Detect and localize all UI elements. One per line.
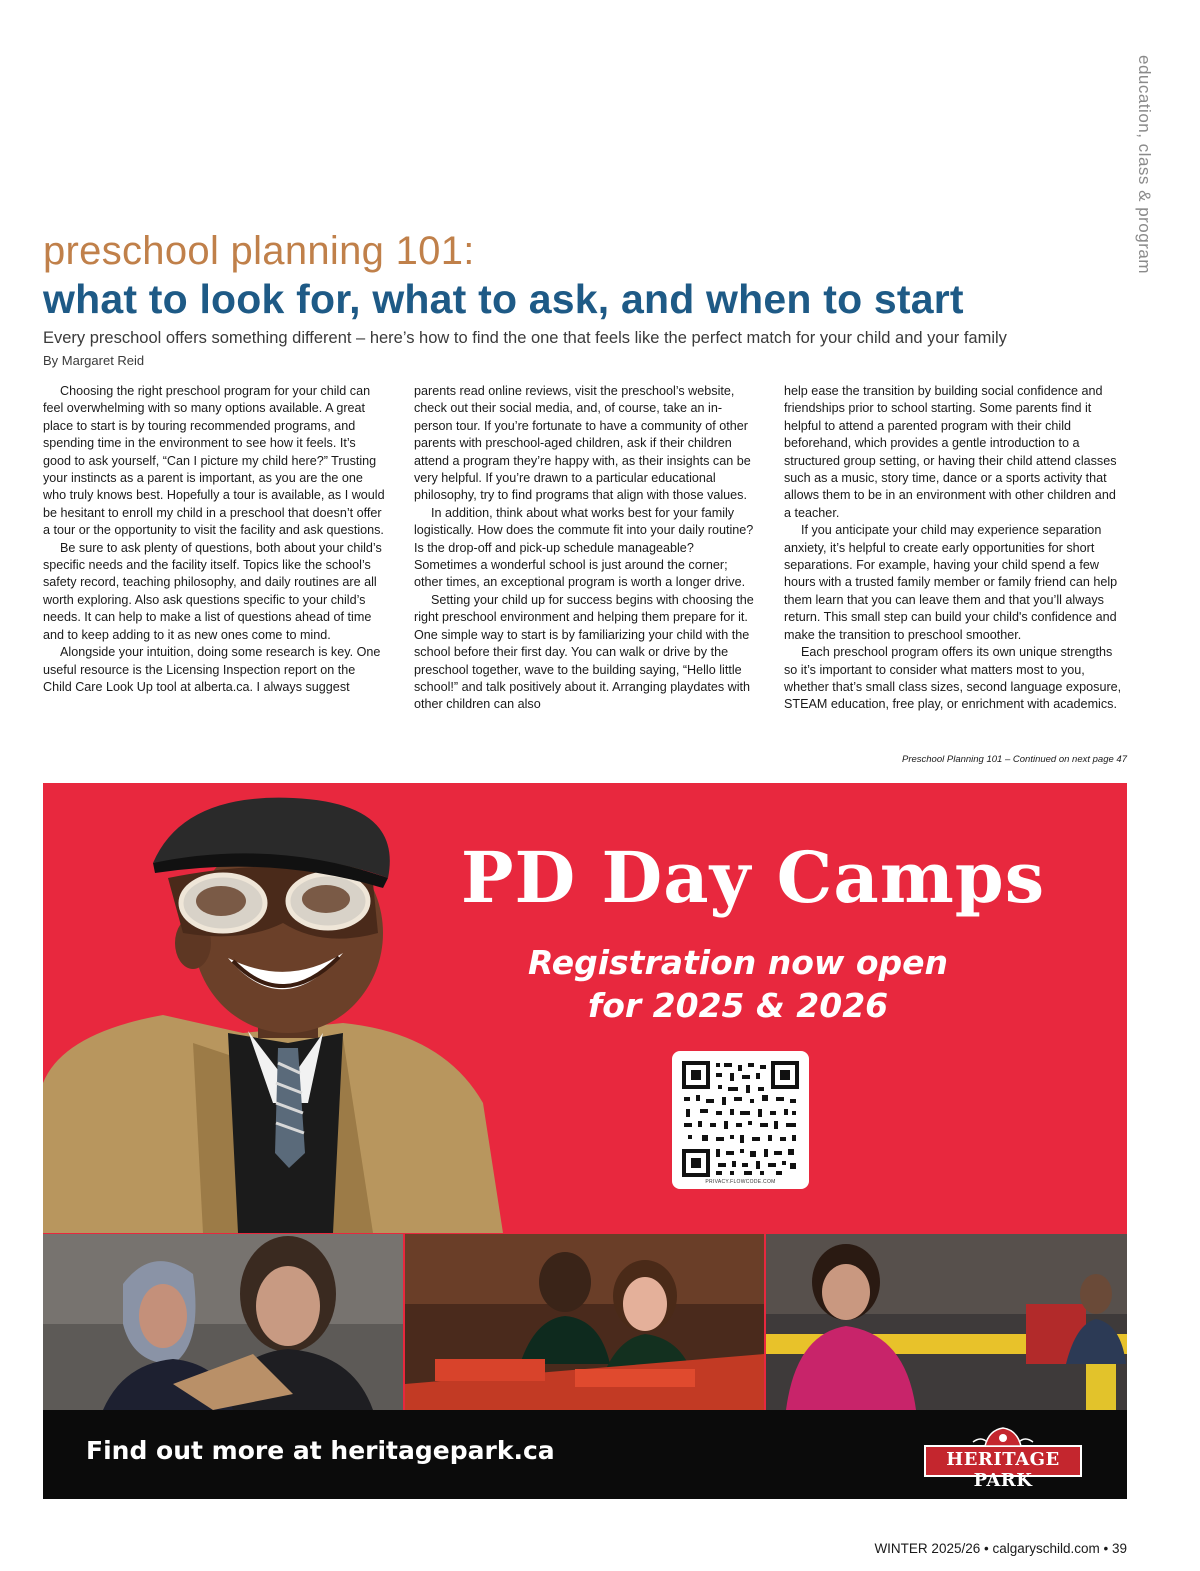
article-title: what to look for, what to ask, and when to start [43,276,964,322]
ad-subhead [513,941,963,1027]
article-column-2 [414,383,756,714]
paragraph: Choosing the right preschool program for your child can feel overwhelming with so many options available. A great place to start is by touring recommended programs, and spending time in the environment to see how it feels. It’s good to ask yourself, “Can I picture my child here?” Trusting your instincts as a parent is important, as you are the one who truly knows best. Hopefully a tour is available, as I would be hesitant to enroll my child in a preschool that doesn’t offer a tour or the opportunity to visit the facility and ask questions. [43,384,385,538]
continued-note: Preschool Planning 101 – Continued on next page 47 [901,754,1127,765]
ad-subhead-line: for 2025 & 2026 [587,986,889,1025]
ad-footer-bar [43,1410,1127,1499]
logo-wordmark: HERITAGE PARK [946,1449,1060,1491]
qr-code[interactable] [672,1051,809,1189]
ad-subhead-line: Registration now open [527,943,949,982]
paragraph: Alongside your intuition, doing some research is key. One useful resource is the Licensing Inspection report on the Child Care Look Up tool at alberta.ca. I always suggest [43,645,381,694]
ad-photo-kids-playing [405,1234,764,1410]
ad-photo-girl-smiling [766,1234,1127,1410]
article-header [43,228,1133,368]
article-column-1 [43,383,385,696]
ad-website-link[interactable]: Find out more at heritagepark.ca [86,1436,555,1465]
paragraph: help ease the transition by building social confidence and friendships prior to school starting. Some parents find it helpful to attend a parented program with their child beforehand, which provides a gentle introduction to a structured group setting, or having their child attend classes such as a music, story time, dance or a sports activity that allows them to be in an environment with other children and a teacher. [784,384,1117,520]
page-folio: WINTER 2025/26 • calgaryschild.com • 39 [874,1541,1127,1556]
qr-code-pattern [672,1051,809,1189]
article-deck: Every preschool offers something different – here’s how to find the one that feels like the perfect match for your child and your family [43,329,1007,347]
paragraph: Setting your child up for success begins with choosing the right preschool environment and helping them prepare for it. One simple way to start is by familiarizing your child with the school before their first day. You can walk or drive by the preschool together, wave to the building saying, “Hello little school!” and talk positively about it. Arranging playdates with other children can also [414,592,754,712]
heritage-park-logo[interactable] [923,1422,1083,1491]
paragraph: Each preschool program offers its own unique strengths so it’s important to consider what matters most to you, whether that’s small class sizes, second language exposure, STEAM education, free play, or enrichment with academics. [784,645,1122,712]
ad-photo-strip [43,1234,1127,1410]
paragraph: In addition, think about what works best for your family logistically. How does the commute fit into your daily routine? Is the drop-off and pick-up schedule manageable? Sometimes a wonderful school is just around the corner; other times, an exceptional program is worth a longer drive. [414,505,754,590]
article-body [43,383,1127,747]
ad-headline: PD Day Camps [460,836,1046,919]
section-tag: education, class & program [1135,55,1154,274]
paragraph: If you anticipate your child may experience separation anxiety, it’s helpful to create early opportunities for short separations. For example, having your child spend a few hours with a trusted family member or family friend can help them learn that you can leave them and that you’ll always return. This small step can build your child's confidence and make the transition to preschool smoother. [784,523,1118,642]
ad-photo-girls-reading [43,1234,403,1410]
qr-caption: PRIVACY.FLOWCODE.COM [705,1179,776,1185]
paragraph: parents read online reviews, visit the preschool’s website, check out their social media, and, of course, take an in-person tour. If you’re fortunate to have a community of other parents with preschool-aged children, ask if their children attend a program they’re happy with, as their insights can be very helpful. If you’re drawn to a particular educational philosophy, try to find programs that align with those values. [414,384,751,503]
advertisement[interactable] [43,783,1127,1499]
paragraph: Be sure to ask plenty of questions, both about your child’s specific needs and the facility itself. Topics like the school’s safety record, teaching philosophy, and daily routines are all worth exploring. Also ask questions specific to your child’s needs. It can help to make a list of questions ahead of time and to keep adding to it as new ones come to mind. [43,540,382,642]
article-kicker: preschool planning 101: [43,229,475,273]
article-column-3 [784,383,1126,714]
article-byline: By Margaret Reid [43,353,145,368]
